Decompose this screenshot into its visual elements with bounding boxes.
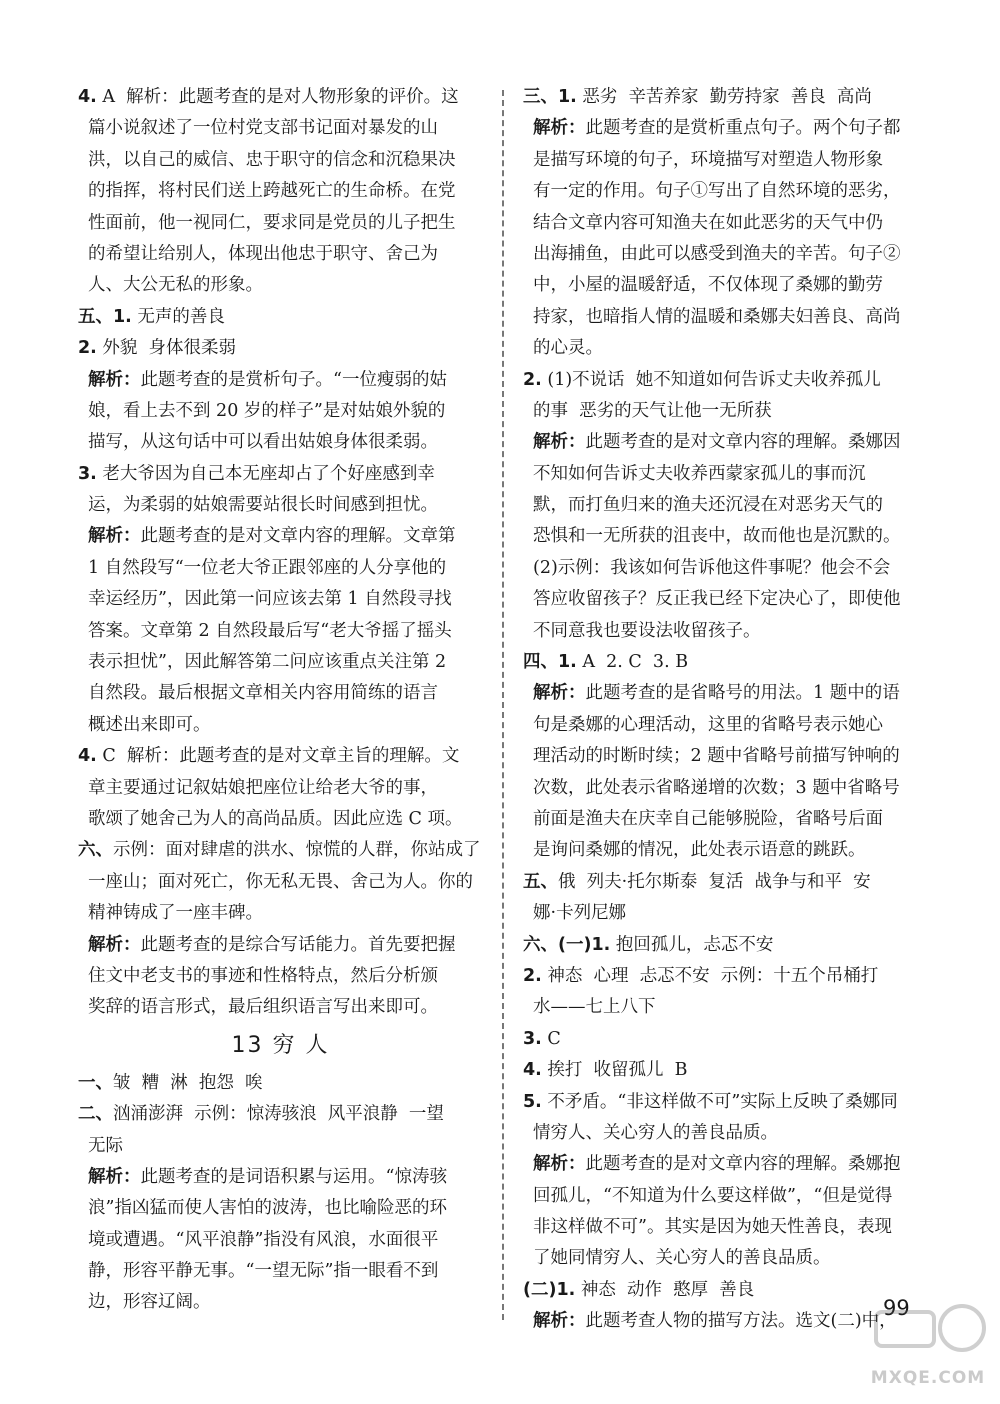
text-line [78,647,483,678]
line-text: C [541,1028,561,1049]
line-text: 住文中老支书的事迹和性格特点，然后分析颁 [88,965,438,986]
line-text: 无声的善良 [131,306,225,327]
text-line [78,145,483,176]
line-text: 静，形容平静无事。“一望无际”指一眼看不到 [88,1261,439,1282]
text-line [78,867,483,898]
line-text: 1 自然段写“一位老大爷正跟邻座的人分享他的 [88,557,447,578]
item-label: 解析： [88,526,141,547]
text-line [78,678,483,709]
line-text: 外貌 身体很柔弱 [96,338,237,359]
line-text: 表示担忧”，因此解答第二问应该重点关注第 2 [88,652,447,673]
line-text: A 2. C 3. B [576,652,689,673]
text-line [78,1131,483,1162]
text-line [78,773,483,804]
text-line [78,1099,483,1130]
item-label: 解析： [533,1154,586,1175]
text-line [78,804,483,835]
line-text: 句是桑娜的心理活动，这里的省略号表示她心 [533,714,883,735]
item-label: 解析： [88,934,141,955]
text-line [523,239,933,270]
item-label: 二、 [78,1104,113,1125]
text-line [78,992,483,1023]
item-label: 4. [78,746,97,767]
line-text: 篇小说叙述了一位村党支部书记面对暴发的山 [88,118,438,139]
text-line [523,1118,933,1149]
text-line [78,365,483,396]
line-text: 的指挥，将村民们送上跨越死亡的生命桥。在党 [88,181,456,202]
line-text: 抱回孤儿，忐忑不安 [610,934,774,955]
line-text: 理活动的时断时续；2 题中省略号前描写钟响的 [533,746,900,767]
line-text: 汹涌澎湃 示例：惊涛骇浪 风平浪静 一望 [113,1104,444,1125]
line-text: 的事 恶劣的天气让他一无所获 [533,400,772,421]
text-line [78,270,483,301]
text-line [523,82,933,113]
text-line [523,584,933,615]
line-text: 中，小屋的温暖舒适，不仅体现了桑娜的勤劳 [533,275,883,296]
item-label: 解析： [533,118,586,139]
line-text: 恐惧和一无所获的沮丧中，故而他也是沉默的。 [533,526,901,547]
text-line [523,647,933,678]
text-line [78,396,483,427]
text-line [523,302,933,333]
line-text: 奖辞的语言形式，最后组织语言写出来即可。 [88,997,438,1018]
line-text: 此题考查的是赏析句子。“一位瘦弱的姑 [140,369,447,390]
watermark-text: MXQE.COM [870,1368,986,1388]
line-text: (1)不说话 她不知道如何告诉丈夫收养孤儿 [541,369,881,390]
text-line [78,930,483,961]
text-line [78,208,483,239]
text-line [523,804,933,835]
item-label: 2. [523,965,542,986]
text-line [523,176,933,207]
text-line [523,867,933,898]
text-line [523,773,933,804]
text-line [78,1225,483,1256]
text-line [523,930,933,961]
text-line [78,176,483,207]
line-text: 的希望让给别人，体现出他忠于职守、舍己为 [88,243,438,264]
text-line [78,333,483,364]
line-text: 回孤儿，“不知道为什么要这样做”，“但是觉得 [533,1185,893,1206]
line-text: 此题考查的是综合写话能力。首先要把握 [140,934,456,955]
line-text: 示例：面对肆虐的洪水、惊慌的人群，你站成了 [113,840,481,861]
line-text: 皱 糟 淋 抱怨 唉 [113,1072,263,1093]
line-text: 此题考查的是词语积累与运用。“惊涛骇 [140,1166,447,1187]
text-line [523,961,933,992]
line-text: 恶劣 辛苦养家 勤劳持家 善良 高尚 [576,87,872,107]
line-text: 结合文章内容可知渔夫在如此恶劣的天气中仍 [533,212,883,233]
line-text: 不矛盾。“非这样做不可”实际上反映了桑娜同 [541,1091,898,1112]
text-line [78,1256,483,1287]
page-number: 99 [883,1296,910,1320]
line-text: 情穷人、关心穷人的善良品质。 [533,1122,778,1143]
text-line [523,553,933,584]
watermark-logo [866,1298,990,1390]
line-text: 此题考查人物的描写方法。选文(二)中， [585,1311,897,1332]
line-text: 此题考查的是对文章内容的理解。桑娜因 [585,432,901,453]
text-line [523,741,933,772]
item-label: 5. [523,1091,542,1112]
item-label: 解析： [533,1311,586,1332]
line-text: 不知如何告诉丈夫收养西蒙家孤儿的事而沉 [533,463,866,484]
text-line [78,239,483,270]
line-text: 章主要通过记叙姑娘把座位让给老大爷的事， [88,777,438,798]
text-line [78,427,483,458]
line-text: 歌颂了她舍己为人的高尚品质。因此应选 C 项。 [88,808,463,829]
line-text: 持家，也暗指人情的温暖和桑娜夫妇善良、高尚 [533,306,901,327]
item-label: 2. [78,338,97,359]
line-text: 水——七上八下 [533,997,656,1018]
text-line [523,145,933,176]
text-line [523,1181,933,1212]
text-line [78,1068,483,1099]
item-label: 五、 [523,871,558,892]
text-line [523,521,933,552]
column-divider [502,90,504,1320]
watermark-stamp-icon [866,1298,990,1368]
line-text: 不同意我也要设法收留孩子。 [533,620,761,641]
right-column [523,82,933,1338]
text-line [523,365,933,396]
item-label: 4. [78,87,97,107]
item-label: 一、 [78,1072,113,1093]
line-text: 此题考查的是对文章内容的理解。桑娜抱 [585,1154,901,1175]
text-line [78,1287,483,1318]
text-line [523,459,933,490]
text-line [78,584,483,615]
text-line [523,270,933,301]
line-text: 挨打 收留孤儿 B [541,1060,688,1081]
text-line [523,1212,933,1243]
line-text: 的心灵。 [533,338,603,359]
item-label: 五、1. [78,306,132,327]
item-label: 解析： [88,1166,141,1187]
line-text: 老大爷因为自己本无座却占了个好座感到幸 [96,463,435,484]
text-line [78,1193,483,1224]
text-line [78,553,483,584]
line-text: 浪”指凶猛而使人害怕的波涛，也比喻险恶的环 [88,1198,447,1219]
left-column [78,82,483,1319]
text-line [78,459,483,490]
line-text: 此题考查的是对文章内容的理解。文章第 [140,526,456,547]
line-text: 洪，以自己的威信、忠于职守的信念和沉稳果决 [88,149,456,170]
item-label: 解析： [533,432,586,453]
line-text: 俄 列夫·托尔斯泰 复活 战争与和平 安 [558,871,871,892]
line-text: 了她同情穷人、关心穷人的善良品质。 [533,1248,831,1269]
line-text: 次数，此处表示省略递增的次数；3 题中省略号 [533,777,900,798]
text-line [78,521,483,552]
text-line [78,961,483,992]
text-line [523,396,933,427]
section-heading: 13 穷 人 [231,1032,330,1058]
item-label: 4. [523,1060,542,1081]
text-line [523,992,933,1023]
text-line [523,490,933,521]
text-line [523,1087,933,1118]
text-line [523,710,933,741]
text-line [78,616,483,647]
line-text: 有一定的作用。句子①写出了自然环境的恶劣， [533,181,901,202]
line-text: A 解析：此题考查的是对人物形象的评价。这 [96,87,459,107]
item-label: 解析： [533,683,586,704]
line-text: 境或遭遇。“风平浪静”指没有风浪，水面很平 [88,1229,439,1250]
text-line [523,678,933,709]
text-line [523,1055,933,1086]
line-text: 概述出来即可。 [88,714,211,735]
text-line [523,616,933,647]
text-line [523,113,933,144]
line-text: 前面是渔夫在庆幸自己能够脱险，省略号后面 [533,808,883,829]
line-text: 是询问桑娜的情况，此处表示语意的跳跃。 [533,840,866,861]
line-text: 是描写环境的句子，环境描写对塑造人物形象 [533,149,883,170]
line-text: 精神铸成了一座丰碑。 [88,903,263,924]
item-label: 解析： [88,369,141,390]
line-text: 一座山；面对死亡，你无私无畏、舍己为人。你的 [88,871,473,892]
item-label: 四、1. [523,652,577,673]
text-line [523,333,933,364]
line-text: 答案。文章第 2 自然段最后写“老大爷摇了摇头 [88,620,452,641]
text-line [78,1162,483,1193]
item-label: 三、1. [523,87,577,107]
text-line [523,1024,933,1055]
item-label: 六、 [78,840,113,861]
line-text: 人、大公无私的形象。 [88,275,263,296]
text-line [523,208,933,239]
line-text: 幸运经历”，因此第一问应该去第 1 自然段寻找 [88,589,452,610]
text-line [78,82,483,113]
text-line [78,710,483,741]
item-label: 2. [523,369,542,390]
text-line [523,1149,933,1180]
line-text: 描写，从这句话中可以看出姑娘身体很柔弱。 [88,432,438,453]
line-text: 娘，看上去不到 20 岁的样子”是对姑娘外貌的 [88,400,446,421]
text-line [523,898,933,929]
item-label: (二)1. [523,1279,576,1300]
text-line [78,741,483,772]
line-text: 默，而打鱼归来的渔夫还沉浸在对恶劣天气的 [533,495,883,516]
text-line [523,835,933,866]
line-text: 性面前，他一视同仁，要求同是党员的儿子把生 [88,212,456,233]
item-label: 3. [523,1028,542,1049]
line-text: 自然段。最后根据文章相关内容用简练的语言 [88,683,438,704]
line-text: 此题考查的是赏析重点句子。两个句子都 [585,118,901,139]
line-text: 神态 心理 忐忑不安 示例：十五个吊桶打 [541,965,879,986]
line-text: 答应收留孩子？反正我已经下定决心了，即使他 [533,589,901,610]
line-text: 此题考查的是省略号的用法。1 题中的语 [585,683,900,704]
line-text: 边，形容辽阔。 [88,1292,211,1313]
text-line [78,302,483,333]
line-text: 非这样做不可”。其实是因为她天性善良，表现 [533,1217,892,1238]
line-text: C 解析：此题考查的是对文章主旨的理解。文 [96,746,460,767]
line-text: 娜·卡列尼娜 [533,903,627,924]
item-label: 六、(一)1. [523,934,611,955]
line-text: 神态 动作 憨厚 善良 [575,1279,755,1300]
line-text: (2)示例：我该如何告诉他这件事呢？他会不会 [533,557,891,578]
text-line [78,113,483,144]
line-text: 出海捕鱼，由此可以感受到渔夫的辛苦。句子② [533,243,901,264]
line-text: 无际 [88,1135,123,1156]
line-text: 运，为柔弱的姑娘需要站很长时间感到担忧。 [88,495,438,516]
text-line [78,490,483,521]
text-line [523,1243,933,1274]
text-line [523,427,933,458]
item-label: 3. [78,463,97,484]
text-line [78,898,483,929]
text-line [78,835,483,866]
